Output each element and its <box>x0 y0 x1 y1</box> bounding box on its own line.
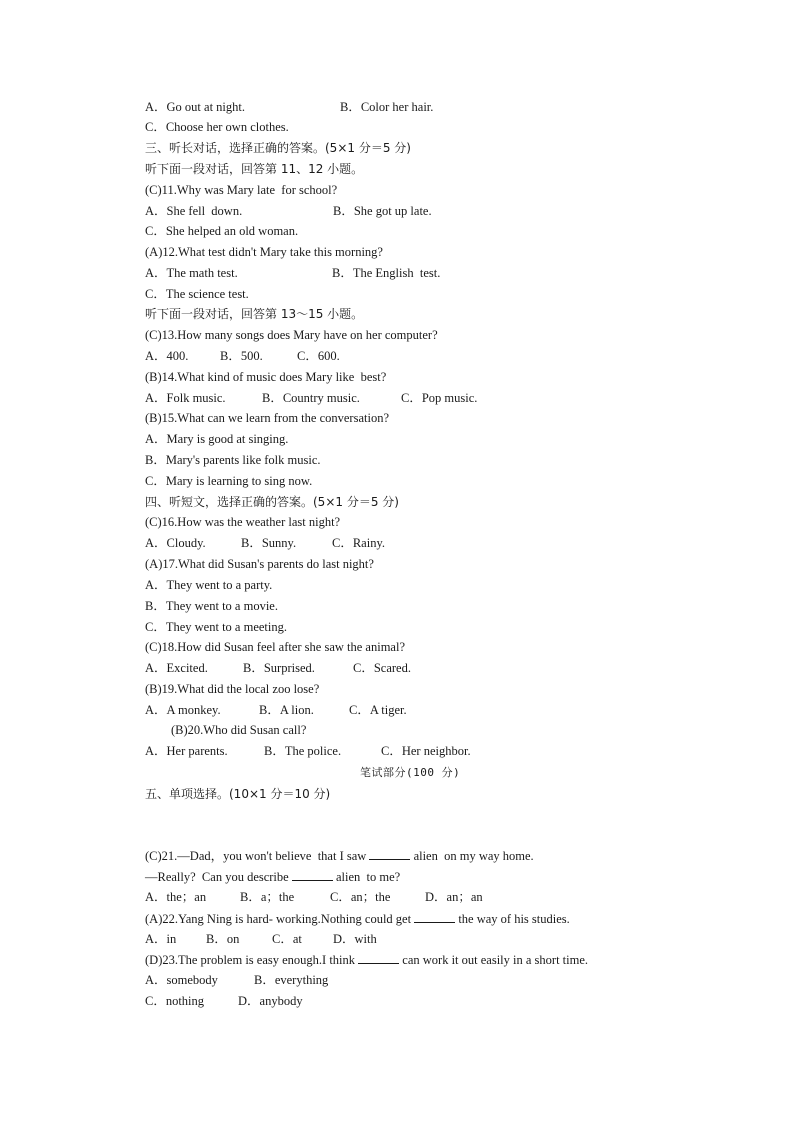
q22-option-d: D．with <box>333 932 377 946</box>
section-3-intro-2: 听下面一段对话，回答第 13～15 小题。 <box>145 307 364 321</box>
q11-option-c: C．She helped an old woman. <box>145 224 299 238</box>
q16-option-c: C．Rainy. <box>332 536 386 550</box>
q14-stem: (B)14.What kind of music does Mary like best? <box>145 370 387 384</box>
section-3-title: 三、听长对话，选择正确的答案。(5×1 分＝5 分) <box>145 141 411 155</box>
q21-blank-1 <box>369 847 410 860</box>
q22-stem <box>145 910 570 927</box>
section-4-title: 四、听短文，选择正确的答案。(5×1 分＝5 分) <box>145 495 399 509</box>
q14-option-c: C．Pop music. <box>401 391 478 405</box>
q23-blank <box>358 951 399 964</box>
q21-line-2 <box>145 868 400 885</box>
q11-option-a: A．She fell down. <box>145 204 243 218</box>
q14-option-a: A．Folk music. <box>145 391 226 405</box>
q13-option-a: A．400. <box>145 349 189 363</box>
q13-option-c: C．600. <box>297 349 340 363</box>
q12-option-c: C．The science test. <box>145 287 249 301</box>
q21-stem-pre: (C)21.—Dad，you won't believe that I saw <box>145 849 367 863</box>
q11-option-b: B．She got up late. <box>333 204 432 218</box>
q21-stem-post: alien on my way home. <box>413 849 534 863</box>
section-3-intro-1: 听下面一段对话，回答第 11、12 小题。 <box>145 162 364 176</box>
q21-blank-2 <box>292 868 333 881</box>
q21-option-a: A．the；an <box>145 890 207 904</box>
q21-stem <box>145 847 534 864</box>
q22-blank <box>414 910 455 923</box>
q20-stem: (B)20.Who did Susan call? <box>171 723 307 737</box>
q21-option-b: B．a；the <box>240 890 295 904</box>
q12-stem: (A)12.What test didn't Mary take this morning? <box>145 245 383 259</box>
q17-stem: (A)17.What did Susan's parents do last night? <box>145 557 374 571</box>
q15-option-a: A．Mary is good at singing. <box>145 432 289 446</box>
q14-option-b: B．Country music. <box>262 391 360 405</box>
q16-option-b: B．Sunny. <box>241 536 297 550</box>
q22-option-a: A．in <box>145 932 177 946</box>
q10-option-a: A．Go out at night. <box>145 100 245 114</box>
q13-option-b: B．500. <box>220 349 263 363</box>
written-part-heading: 笔试部分(100 分) <box>360 766 461 779</box>
q18-option-a: A．Excited. <box>145 661 208 675</box>
q23-stem <box>145 951 588 968</box>
q16-stem: (C)16.How was the weather last night? <box>145 515 341 529</box>
q22-stem-pre: (A)22.Yang Ning is hard- working.Nothing could get <box>145 912 412 926</box>
q10-option-c: C．Choose her own clothes. <box>145 120 289 134</box>
q23-stem-pre: (D)23.The problem is easy enough.I think <box>145 953 356 967</box>
q17-option-c: C．They went to a meeting. <box>145 620 287 634</box>
q19-option-b: B．A lion. <box>259 703 314 717</box>
q12-option-a: A．The math test. <box>145 266 238 280</box>
q17-option-a: A．They went to a party. <box>145 578 273 592</box>
q20-option-a: A．Her parents. <box>145 744 228 758</box>
q21-option-c: C．an；the <box>330 890 391 904</box>
q19-option-c: C．A tiger. <box>349 703 407 717</box>
q15-option-c: C．Mary is learning to sing now. <box>145 474 313 488</box>
q21-option-d: D．an；an <box>425 890 483 904</box>
q20-option-b: B．The police. <box>264 744 342 758</box>
q12-option-b: B．The English test. <box>332 266 441 280</box>
q18-option-c: C．Scared. <box>353 661 411 675</box>
q22-stem-post: the way of his studies. <box>458 912 570 926</box>
q21-line2-post: alien to me? <box>335 870 401 884</box>
q19-option-a: A．A monkey. <box>145 703 221 717</box>
q23-option-a: A．somebody <box>145 973 218 987</box>
q22-option-c: C．at <box>272 932 302 946</box>
q23-option-b: B．everything <box>254 973 329 987</box>
q21-line2-pre: —Really? Can you describe <box>145 870 289 884</box>
q15-option-b: B．Mary's parents like folk music. <box>145 453 321 467</box>
q19-stem: (B)19.What did the local zoo lose? <box>145 682 320 696</box>
q22-option-b: B．on <box>206 932 240 946</box>
q20-option-c: C．Her neighbor. <box>381 744 471 758</box>
q23-option-d: D．anybody <box>238 994 303 1008</box>
q18-option-b: B．Surprised. <box>243 661 315 675</box>
q17-option-b: B．They went to a movie. <box>145 599 278 613</box>
q23-option-c: C．nothing <box>145 994 205 1008</box>
q10-option-b: B．Color her hair. <box>340 100 434 114</box>
section-5-title: 五、单项选择。(10×1 分＝10 分) <box>145 787 331 801</box>
q23-stem-post: can work it out easily in a short time. <box>402 953 589 967</box>
q11-stem: (C)11.Why was Mary late for school? <box>145 183 338 197</box>
q13-stem: (C)13.How many songs does Mary have on her computer? <box>145 328 438 342</box>
q18-stem: (C)18.How did Susan feel after she saw the animal? <box>145 640 405 654</box>
q15-stem: (B)15.What can we learn from the conversation? <box>145 411 389 425</box>
q16-option-a: A．Cloudy. <box>145 536 206 550</box>
